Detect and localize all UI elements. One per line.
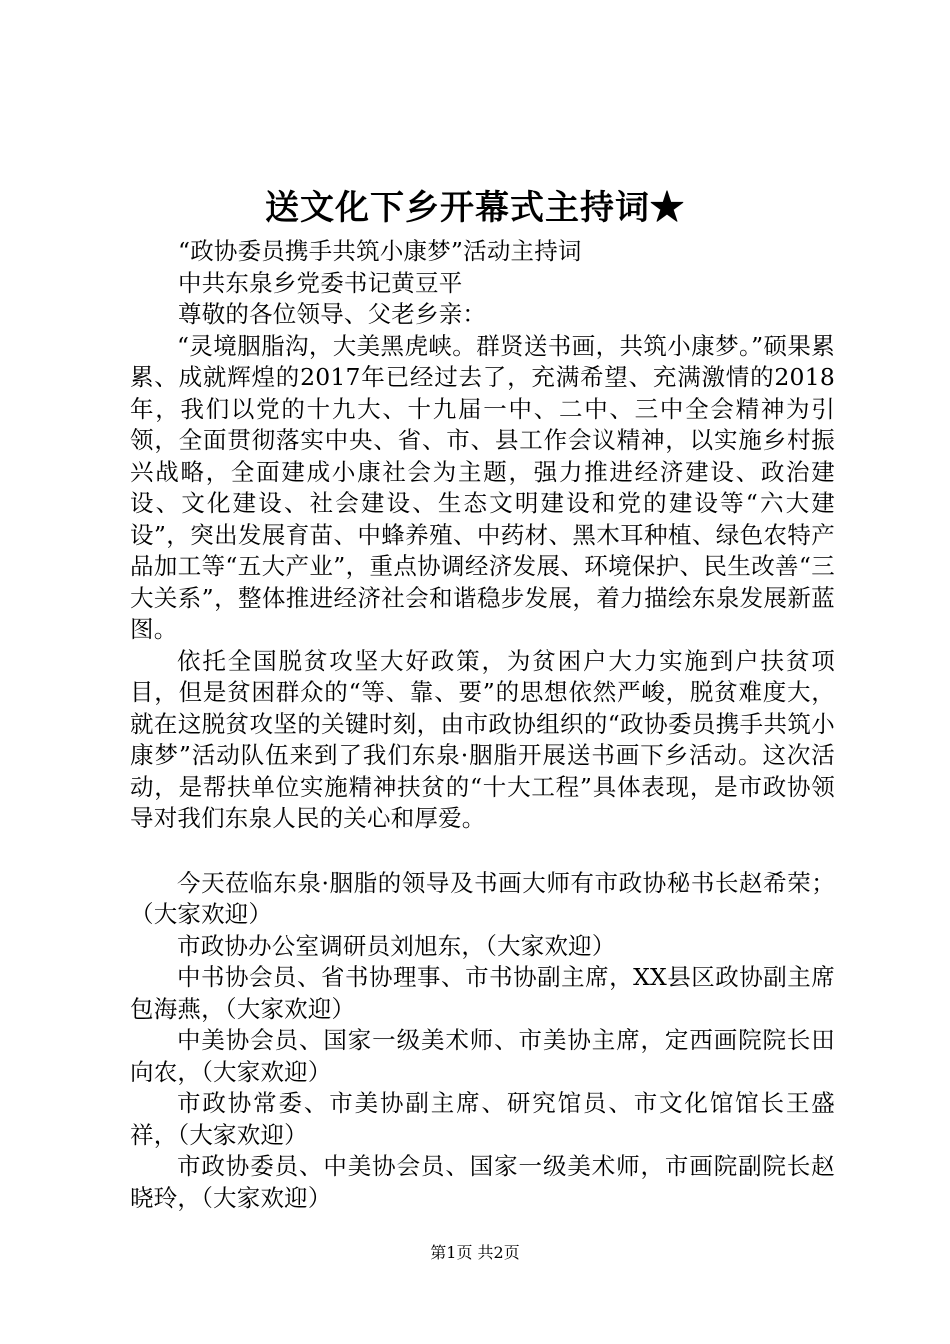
guest-item: 市政协委员、中美协会员、国家一级美术师，市画院副院长赵晓玲，（大家欢迎）	[130, 1152, 835, 1212]
paragraph-poverty: 依托全国脱贫攻坚大好政策，为贫困户大力实施到户扶贫项目，但是贫困群众的“等、靠、要”的思想依然严峻，脱贫难度大，就在这脱贫攻坚的关键时刻，由市政协组织的“政协委员携手共筑小康梦”活动队伍来到了我们东泉·胭脂开展送书画下乡活动。这次活动，是帮扶单位实施精神扶贫的“十大工程”具体表现，是市政协领导对我们东泉人民的关心和厚爱。	[130, 646, 835, 832]
guest-item: 市政协办公室调研员刘旭东，（大家欢迎）	[177, 931, 616, 960]
guest-intro: 今天莅临东泉·胭脂的领导及书画大师有市政协秘书长赵希荣；（大家欢迎）	[130, 868, 835, 928]
guest-item: 中美协会员、国家一级美术师、市美协主席，定西画院院长田向农，（大家欢迎）	[130, 1026, 835, 1086]
paragraph-gap	[130, 835, 835, 868]
document-title: 送文化下乡开幕式主持词★	[265, 188, 685, 228]
document-subtitle: “政协委员携手共筑小康梦”活动主持词	[178, 237, 582, 265]
document-author: 中共东泉乡党委书记黄豆平	[178, 268, 463, 297]
document-body	[130, 236, 835, 1214]
page-number: 第1页 共2页	[430, 1243, 520, 1262]
guest-item: 中书协会员、省书协理事、市书协副主席，XX县区政协副主席包海燕，（大家欢迎）	[130, 963, 835, 1023]
guest-item: 市政协常委、市美协副主席、研究馆员、市文化馆馆长王盛祥，（大家欢迎）	[130, 1089, 835, 1149]
salutation: 尊敬的各位领导、父老乡亲：	[178, 300, 487, 328]
paragraph-intro: “灵境胭脂沟，大美黑虎峡。群贤送书画，共筑小康梦。”硕果累累、成就辉煌的2017年已经过去了，充满希望、充满激情的2018年，我们以党的十九大、十九届一中、二中、三中全会精神为引领，全面贯彻落实中央、省、市、县工作会议精神，以实施乡村振兴战略，全面建成小康社会为主题，强力推进经济建设、政治建设、文化建设、社会建设、生态文明建设和党的建设等“六大建设”，突出发展育苗、中蜂养殖、中药材、黑木耳种植、绿色农特产品加工等“五大产业”，重点协调经济发展、环境保护、民生改善“三大关系”，整体推进经济社会和谐稳步发展，着力描绘东泉发展新蓝图。	[130, 331, 835, 643]
